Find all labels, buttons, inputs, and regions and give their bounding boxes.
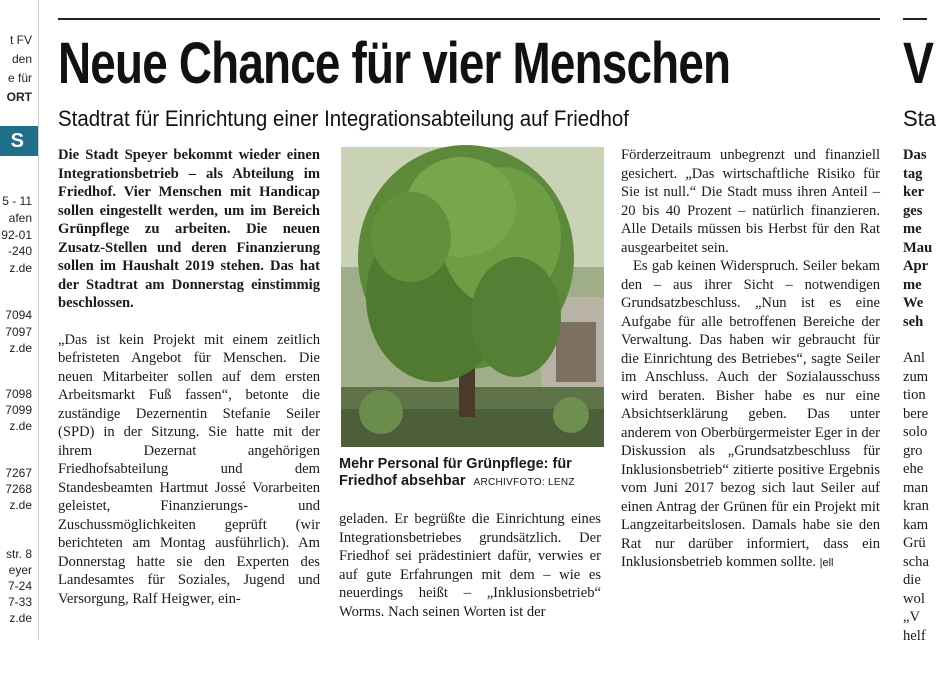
next-line: scha [903,553,929,570]
left-neighbor-column [0,0,39,640]
section-bar-label: S [10,130,24,152]
article-body-3a: Förderzeitraum unbegrenzt und finanziell gesichert. „Das wirtschaftliche Risiko für Sie ist null.“ Die Stadt muss ihren Anteil – 20 bis 40 Prozent – natürlich finanzieren. Alle Details müssen bis Herbst für den Rat ausgearbeitet sein. [621,147,880,256]
next-line: wol [903,590,925,607]
left-line: afen [8,211,32,225]
next-line: me [903,221,922,237]
left-line: e für [7,71,32,85]
left-line: 7094 [5,308,32,322]
left-line: -240 [7,244,32,258]
article-body-1: „Das ist kein Projekt mit einem zeitlich befristeten Angebot für Menschen. Die neuen Mitarbeiter sollen auf dem ersten Arbeitsmarkt Fuß fassen“, betonte die zuständige Dezernentin Stefanie Seiler (SPD) in der Sitzung. Sie hatte mit der ihrem Dezernat angehörigen Friedhofsabteilung und dem Standesbeamten Hartmut Jossé Vorarbeiten geleistet, Finanzierungs- und Zuschussmöglichkeiten geprüft (wir berichteten am Montag ausführlich). Am Donnerstag hatte sie den Experten des Landesamtes für Soziales, Jugend und Versorgung, Ralf Heigwer, ein- [58,331,320,607]
next-line: Anl [903,350,925,366]
left-line: 7098 [5,387,32,401]
top-rule [58,18,880,20]
next-line: ker [903,184,925,200]
left-line: 7268 [5,482,32,496]
left-line: 5 - 11 [2,194,32,208]
next-line: Mau [903,239,933,256]
next-line: Das [903,147,927,163]
article-photo [341,147,604,447]
left-line: z.de [9,498,32,512]
next-line: Grü [903,535,926,551]
next-line: ehe [903,461,924,477]
article-body-3b [621,257,880,573]
left-line: eyer [8,563,32,577]
next-article-column [903,146,943,645]
next-line: solo [903,424,928,440]
next-article-headline: V [903,31,934,96]
caption-text: Mehr Personal für Grünpflege: für Friedhof absehbar [339,456,572,489]
next-line: Apr [903,258,929,274]
next-line: tag [903,165,923,182]
author-signature: |ell [819,557,834,569]
next-line: kran [903,498,929,514]
left-line: ORT [6,90,32,104]
article-lead: Die Stadt Speyer bekommt wieder einen Integrationsbetrieb – als Abteilung im Friedhof. Vier Menschen mit Handicap sollen eingestellt werden, um im Bereich Grünpflege zu arbeiten. Die neuen Zusatz-Stellen und deren Finanzierung sollen im Haushalt 2019 stehen. Das hat der Stadtrat am Donnerstag einstimmig beschlossen. [58,147,320,311]
left-line: z.de [9,419,32,433]
left-line: t FV [9,33,32,47]
next-line: die [903,572,921,588]
next-line: tion [903,387,926,403]
top-rule-next [903,18,927,20]
next-line: seh [903,313,924,330]
left-line: 7267 [5,466,32,480]
article-column-3 [621,146,880,573]
next-line: helf [903,627,926,644]
left-line: 7-24 [7,579,32,593]
article-headline: Neue Chance für vier Menschen [58,31,731,96]
left-line: z.de [9,341,32,355]
left-line: 7097 [5,325,32,339]
next-line: kam [903,516,929,533]
left-line: z.de [9,261,32,275]
next-line: zum [903,368,929,385]
photo-caption [339,456,607,491]
next-line: man [903,479,929,496]
article-column-2 [339,510,601,621]
left-line: z.de [9,611,32,625]
article-body-3b-text: Es gab keinen Widerspruch. Seiler bekam den – aus ihrer Sicht – notwendigen Grundsatzbeschluss. „Nun ist es eine Aufgabe für alle betroffenen Bereiche der Verwaltung. Das haben wir gebraucht für die Einrichtung des Betriebes“, sagte Seiler im Anschluss. Auch der Sozialausschuss wird beraten. Bisher habe es nur eine Absichtserklärung geben. Das unter anderem von Oberbürgermeister Eger in der Diskussion als „Grundsatzbeschluss für Inklusionsbetrieb“ zitierte positive Ergebnis vom Juni 2017 bezog sich laut Seiler auf einen Antrag der Grünen für ein Projekt mit Langzeitarbeitslosen. Damals habe sie den Rat nur darüber informiert, dass ein Inklusionsbetrieb kommen sollte. [621,258,880,570]
next-line: „V [903,609,921,625]
article-column-1 [58,146,320,608]
next-line: gro [903,442,923,459]
left-line: str. 8 [5,547,32,561]
next-line: me [903,276,922,293]
next-line: ges [903,202,923,219]
left-line: den [11,52,32,66]
next-article-subhead: Sta [903,106,937,131]
weeping-tree-image [341,147,604,447]
next-line: We [903,295,924,311]
article-subhead: Stadtrat für Einrichtung einer Integrationsabteilung auf Friedhof [58,106,629,131]
left-line: 92-01 [1,228,32,242]
left-line: 7099 [5,403,32,417]
article-body-2: geladen. Er begrüßte die Einrichtung eines Integrationsbetriebes grundsätzlich. Der Friedhof sei prädestiniert dafür, verwies er auf gute Erfahrungen mit dem – wie es neuerdings heißt – „Inklusionsbetrieb“ Worms. Nach seinen Worten ist der [339,511,601,620]
section-bar [0,126,38,156]
next-gap [903,331,943,349]
photo-credit: ARCHIVFOTO: LENZ [473,477,575,488]
next-line: bere [903,405,929,422]
left-line: 7-33 [7,595,32,609]
